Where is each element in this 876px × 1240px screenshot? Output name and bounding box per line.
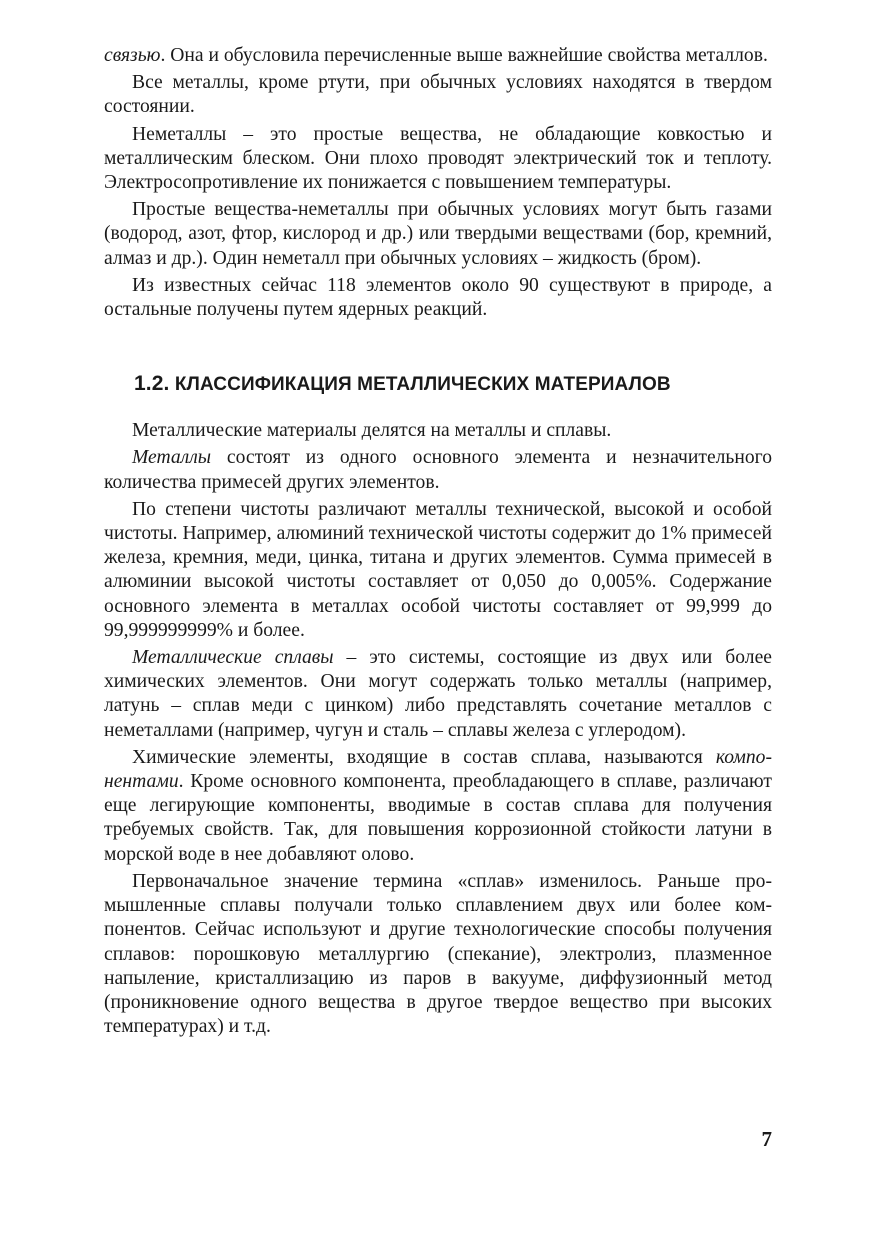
paragraph-components [104,746,772,867]
paragraph-text: – это системы, состоящие из двух или более химических элементов. Они могут содержать только металлы (например, латунь – сплав меди с цинком) либо представлять сочетание металлов с неметаллами (например, чугун и сталь – сплавы железа с углеродом). [104,647,772,741]
paragraph-text: Химические элементы, входящие в состав сплава, называются [132,746,716,768]
paragraph-elements-count: Из известных сейчас 118 элементов около 90 существуют в природе, а остальные получены путем ядерных реакций. [104,274,772,321]
section-heading [134,372,772,397]
page-number: 7 [761,1127,772,1151]
paragraph-continuation [104,44,772,68]
italic-term-metals: Металлы [132,447,212,469]
italic-term-alloys: Металлические сплавы [132,647,334,669]
paragraph-text: . Она и обусловила перечисленные выше важнейшие свойства металлов. [160,45,768,66]
paragraph-text: состоят из одного основного элемента и незначительного количества примесей других элементов. [104,447,772,493]
paragraph-materials-division: Металлические материалы делятся на металлы и сплавы. [132,420,612,442]
paragraph-purity: По степени чистоты различают металлы технической, высокой и особой чистоты. Например, алюминий технической чистоты содержит до 1% примесей железа, кремния, меди, цинка, титана и других элементов. Сумма примесей в алюминии высокой чистоты составляет от 0,050 до 0,005%. Содержание основного элемента в металлах особой чистоты составляет от 99,999 до 99,999999999% и более. [104,498,772,641]
page-body [104,44,772,1042]
section-number: 1.2. [134,372,170,396]
italic-term-components: компонентами [104,746,772,793]
paragraph-text: . Кроме основного компонента, преобладающего в сплаве, различают еще легирующие компоненты, вводимые в состав сплава для получения требуемых свойств. Так, для повышения коррозионной стойкости латуни в морской воде в нее добавляют олово. [104,771,772,865]
paragraph-nonmetals-states: Простые вещества-неметаллы при обычных условиях могут быть газами (водород, азот, фтор, кислород и др.) или твердыми веществами (бор, кремний, алмаз и др.). Один неметалл при обычных условиях – жидкость (бром). [104,199,772,269]
paragraph-metals [104,446,772,494]
italic-term-svyazyu: связью [104,45,161,66]
paragraph-mercury: Все металлы, кроме ртути, при обычных условиях находятся в твердом состоянии. [104,72,772,118]
paragraph-alloys [104,646,772,743]
paragraph-nonmetals-definition: Неметаллы – это простые вещества, не обладающие ковкостью и металлическим блеском. Они плохо проводят электрический ток и теплоту. Электросопротивление их понижается с повышением температуры. [104,123,772,194]
paragraph-alloy-term: Первоначальное значение термина «сплав» изменилось. Раньше промышленные сплавы получали только сплавлением двух или более компонентов. Сейчас используют и другие технологические способы получения сплавов: порошковую металлургию (спекание), электролиз, плазменное напыление, кристаллизацию из паров в вакууме, диффузионный метод (проникновение одного вещества в другое твердое вещество при высоких температурах) и т.д. [104,870,772,1038]
section-title: КЛАССИФИКАЦИЯ МЕТАЛЛИЧЕСКИХ МАТЕРИАЛОВ [174,374,671,396]
